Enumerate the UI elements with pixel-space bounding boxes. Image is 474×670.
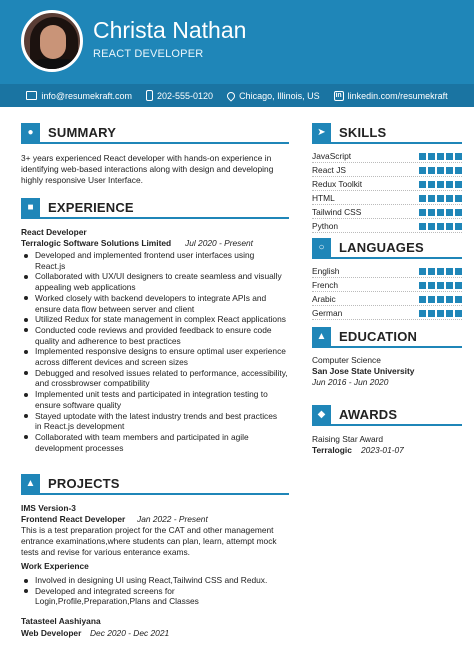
language-level <box>419 268 462 275</box>
project-name: Tatasteel Aashiyana <box>21 616 101 626</box>
skill-name: React JS <box>312 165 346 175</box>
rocket-icon: ➤ <box>312 123 331 142</box>
skill-row <box>312 220 462 233</box>
contact-location: Chicago, Illinois, US <box>239 90 320 101</box>
language-name: German <box>312 308 343 318</box>
list-item: ensure software quality <box>35 399 122 410</box>
list-item: Involved in designing UI using React,Tailwind CSS and Redux. <box>21 575 267 586</box>
languages-heading: ○ LANGUAGES <box>312 238 462 259</box>
project-role: Frontend React Developer <box>21 514 126 524</box>
award-date: 2023-01-07 <box>361 445 404 455</box>
list-item: and crossbrowser compatibility <box>35 378 150 389</box>
list-item: Implemented unit tests and participated in integration testing to <box>21 389 288 400</box>
skill-row <box>312 178 462 191</box>
skill-level <box>419 209 462 216</box>
briefcase-icon: ■ <box>21 198 40 217</box>
project-dates: Jan 2022 - Present <box>137 514 208 524</box>
projects-heading: ▲ PROJECTS <box>21 474 289 495</box>
skill-level <box>419 223 462 230</box>
language-name: French <box>312 280 339 290</box>
skill-level <box>419 153 462 160</box>
folder-icon: ▲ <box>21 474 40 493</box>
project-desc: This is a test preparation project for the CAT and other management <box>21 525 274 535</box>
list-item: ensure data flow between server and client <box>35 303 195 314</box>
list-item: in React.js development <box>35 421 125 432</box>
contact-email[interactable]: info@resumekraft.com <box>41 90 132 101</box>
skill-name: Redux Toolkit <box>312 179 363 189</box>
location-icon <box>225 90 236 101</box>
header <box>0 0 474 107</box>
list-item: across different devices and screen sizes <box>35 357 188 368</box>
language-level <box>419 310 462 317</box>
skill-row <box>312 206 462 219</box>
education-degree: Computer Science <box>312 355 381 365</box>
summary-heading: ● SUMMARY <box>21 123 289 144</box>
skill-level <box>419 167 462 174</box>
skill-name: HTML <box>312 193 335 203</box>
person-icon: ● <box>21 123 40 142</box>
list-item: Debugged and resolved issues related to performance, accessibility, <box>21 368 288 379</box>
job-title: React Developer <box>21 227 87 237</box>
skill-name: JavaScript <box>312 151 352 161</box>
language-name: English <box>312 266 340 276</box>
phone-icon <box>146 90 153 101</box>
language-level <box>419 282 462 289</box>
award-title: Raising Star Award <box>312 434 384 444</box>
project-name: IMS Version-3 <box>21 503 76 513</box>
list-item: Worked closely with backend developers to integrate APIs and <box>21 293 288 304</box>
list-item: Implemented responsive designs to ensure optimal user experience <box>21 346 288 357</box>
contact-linkedin[interactable]: linkedin.com/resumekraft <box>347 90 448 101</box>
summary-line: highly responsive User Interface. <box>21 175 143 185</box>
project-subhead: Work Experience <box>21 561 89 571</box>
skill-row <box>312 164 462 177</box>
list-item: Stayed uptodate with the latest industry trends and best practices <box>21 411 288 422</box>
experience-heading: ■ EXPERIENCE <box>21 198 289 219</box>
skill-level <box>419 181 462 188</box>
profile-photo <box>21 10 83 72</box>
language-name: Arabic <box>312 294 336 304</box>
language-row <box>312 279 462 292</box>
award-org: Terralogic <box>312 445 352 455</box>
list-item: Conducted code reviews and provided feedback to ensure code <box>21 325 288 336</box>
project-dates: Dec 2020 - Dec 2021 <box>90 628 170 638</box>
mail-icon <box>26 91 37 100</box>
skill-row <box>312 150 462 163</box>
project-role: Web Developer <box>21 628 82 638</box>
candidate-role: REACT DEVELOPER <box>93 48 204 60</box>
language-row <box>312 265 462 278</box>
list-item: development processes <box>35 442 124 453</box>
project-bullets <box>21 575 267 607</box>
education-heading: ▲ EDUCATION <box>312 327 462 348</box>
skill-name: Python <box>312 221 339 231</box>
language-level <box>419 296 462 303</box>
contact-bar <box>0 84 474 107</box>
list-item: Login,Profile,Preparation,Plans and Classes <box>35 596 199 607</box>
job-bullets <box>21 250 288 453</box>
education-school: San Jose State University <box>312 366 415 376</box>
linkedin-icon: in <box>335 91 342 99</box>
education-dates: Jun 2016 - Jun 2020 <box>312 377 389 387</box>
list-item: quality and adherence to best practices <box>35 335 181 346</box>
list-item: Utilized Redux for state management in complex React applications <box>21 314 288 325</box>
language-row <box>312 307 462 320</box>
summary-line: identifying web-based interactions along with design and developing <box>21 164 274 174</box>
awards-heading: ◆ AWARDS <box>312 405 462 426</box>
language-row <box>312 293 462 306</box>
list-item: React.js <box>35 260 66 271</box>
summary-line: 3+ years experienced React developer with hands-on experience in <box>21 153 272 163</box>
skill-name: Tailwind CSS <box>312 207 362 217</box>
job-company: Terralogic Software Solutions Limited <box>21 238 172 248</box>
diamond-icon: ◆ <box>312 405 331 424</box>
list-item: appealing web applications <box>35 282 136 293</box>
graduation-cap-icon: ▲ <box>312 327 331 346</box>
contact-phone[interactable]: 202-555-0120 <box>157 90 214 101</box>
project-desc: tests and revise for various enterance exams. <box>21 547 190 557</box>
skills-heading: ➤ SKILLS <box>312 123 462 144</box>
job-dates: Jul 2020 - Present <box>185 238 253 248</box>
skill-row <box>312 192 462 205</box>
skill-level <box>419 195 462 202</box>
project-desc: entrance examinations,where students can plan, learn, attempt mock <box>21 536 277 546</box>
list-item: Collaborated with UX/UI designers to create seamless and visually <box>21 271 288 282</box>
candidate-name: Christa Nathan <box>93 17 247 43</box>
list-item: Developed and integrated screens for <box>21 586 267 597</box>
list-item: Collaborated with team members and participated in agile <box>21 432 288 443</box>
list-item: Developed and implemented frontend user interfaces using <box>21 250 288 261</box>
globe-icon: ○ <box>312 238 331 257</box>
